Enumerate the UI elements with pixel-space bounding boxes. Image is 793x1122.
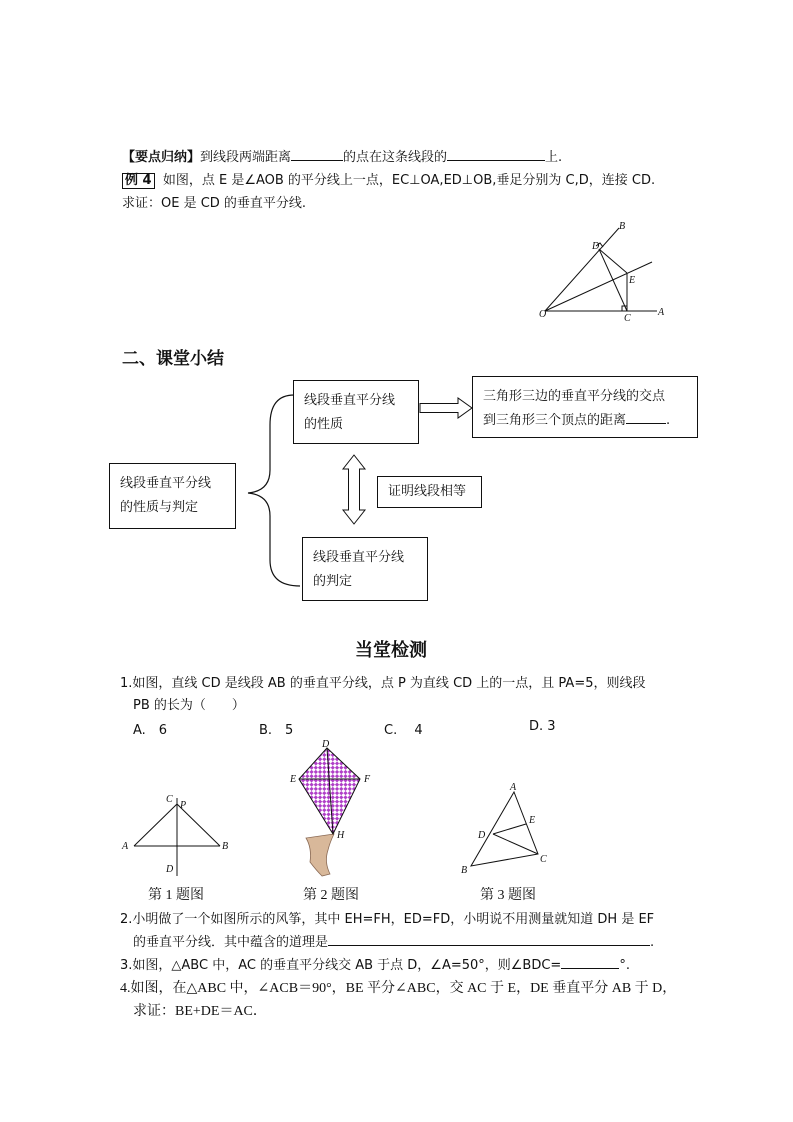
- example4-figure: [535, 220, 670, 325]
- q2-line-1: 2.小明做了一个如图所示的风筝，其中 EH=FH，ED=FD，小明说不用测量就知道 DH 是 EF: [120, 912, 655, 927]
- answer-blank-1[interactable]: [291, 148, 343, 161]
- fig2-caption: 第 2 题图: [303, 888, 359, 903]
- summary-connectors: [240, 380, 480, 600]
- fig3-label-c: C: [540, 854, 547, 865]
- root-line-1: 线段垂直平分线: [120, 476, 212, 491]
- answer-blank-2[interactable]: [447, 148, 545, 161]
- fig2-label-f: F: [364, 774, 371, 785]
- summary-brace: [248, 395, 300, 586]
- key-summary-text-3: 上.: [545, 150, 563, 165]
- q1-option-c[interactable]: C. 4: [384, 723, 423, 738]
- fig3-label-d: D: [478, 830, 486, 841]
- fig2-label-e: E: [290, 774, 297, 785]
- segment-de: [493, 824, 526, 834]
- figure-3: [455, 778, 565, 878]
- summary-heading: 二、课堂小结: [122, 349, 224, 369]
- fig3-label-e: E: [529, 815, 536, 826]
- double-arrow-vertical-icon: [343, 455, 365, 524]
- answer-blank-q2[interactable]: [328, 933, 650, 946]
- label-b: B: [619, 221, 626, 232]
- judgement-line-2: 的判定: [313, 574, 353, 589]
- q3-line: 3.如图，△ABC 中，AC 的垂直平分线交 AB 于点 D，∠A=50°，则∠BDC= °.: [120, 958, 630, 973]
- root-box: [109, 463, 236, 529]
- kite-tail: [306, 834, 334, 876]
- answer-blank-q3[interactable]: [561, 956, 619, 969]
- fig3-label-b: B: [461, 865, 468, 876]
- example4-prove: 求证：OE 是 CD 的垂直平分线.: [122, 196, 307, 211]
- answer-blank-distance[interactable]: [626, 411, 666, 424]
- fig1-label-c: C: [166, 794, 173, 805]
- key-summary-line: [122, 146, 562, 165]
- test-heading: 当堂检测: [355, 640, 427, 661]
- q1-option-d[interactable]: D. 3: [529, 719, 556, 734]
- fig1-label-d: D: [166, 864, 174, 875]
- arrow-right-icon: [420, 398, 472, 418]
- label-d: D: [592, 241, 600, 252]
- example4-line: [122, 169, 655, 189]
- label-c: C: [624, 313, 631, 324]
- property-line-2: 的性质: [304, 417, 344, 432]
- figure-2-kite: [284, 738, 384, 878]
- label-o: O: [539, 309, 547, 320]
- label-a: A: [658, 307, 665, 318]
- key-summary-text-1: 到线段两端距离: [200, 150, 292, 165]
- fig1-label-b: B: [222, 841, 229, 852]
- q4-line-2: 求证：BE+DE＝AC．: [133, 1004, 267, 1019]
- example4-tag: 例 4: [122, 173, 155, 189]
- q1-line-1: 1.如图，直线 CD 是线段 AB 的垂直平分线，点 P 为直线 CD 上的一点，且 PA=5，则线段: [120, 676, 646, 691]
- example4-text: 如图，点 E 是∠AOB 的平分线上一点，EC⊥OA,ED⊥OB,垂足分别为 C,D，连接 CD.: [162, 173, 656, 188]
- triangle-abc: [471, 792, 538, 866]
- fig3-caption: 第 3 题图: [480, 888, 536, 903]
- fig3-label-a: A: [510, 782, 517, 793]
- root-line-2: 的性质与判定: [120, 500, 199, 515]
- figure-1: [118, 790, 238, 878]
- label-e: E: [629, 275, 636, 286]
- segment-dc: [599, 249, 627, 311]
- fig2-label-d: D: [322, 739, 330, 750]
- q2-line-2: 的垂直平分线．其中蕴含的道理是 .: [133, 935, 655, 950]
- intersection-line-1: 三角形三边的垂直平分线的交点: [483, 389, 666, 404]
- intersection-line-2: 到三角形三个顶点的距离 .: [483, 413, 671, 428]
- fig1-caption: 第 1 题图: [148, 888, 204, 903]
- bisector-oe: [545, 262, 652, 311]
- judgement-line-1: 线段垂直平分线: [313, 550, 405, 565]
- segment-pa: [134, 804, 177, 846]
- property-line-1: 线段垂直平分线: [304, 393, 396, 408]
- segment-de: [599, 249, 627, 273]
- q4-line-1: 4.如图，在△ABC 中，∠ACB＝90°，BE 平分∠ABC，交 AC 于 E，DE 垂直平分 AB 于 D，: [120, 981, 677, 996]
- q1-option-b[interactable]: B. 5: [259, 723, 294, 738]
- key-summary-label: 【要点归纳】: [122, 150, 201, 165]
- q1-option-a[interactable]: A. 6: [133, 723, 168, 738]
- fig1-label-p: P: [180, 800, 187, 811]
- intersection-box: [472, 376, 698, 438]
- prove-equal-label: 证明线段相等: [388, 484, 467, 499]
- fig1-label-a: A: [122, 841, 129, 852]
- q1-line-2: PB 的长为（ ）: [133, 698, 245, 713]
- fig2-label-h: H: [337, 830, 345, 841]
- key-summary-text-2: 的点在这条线段的: [343, 150, 448, 165]
